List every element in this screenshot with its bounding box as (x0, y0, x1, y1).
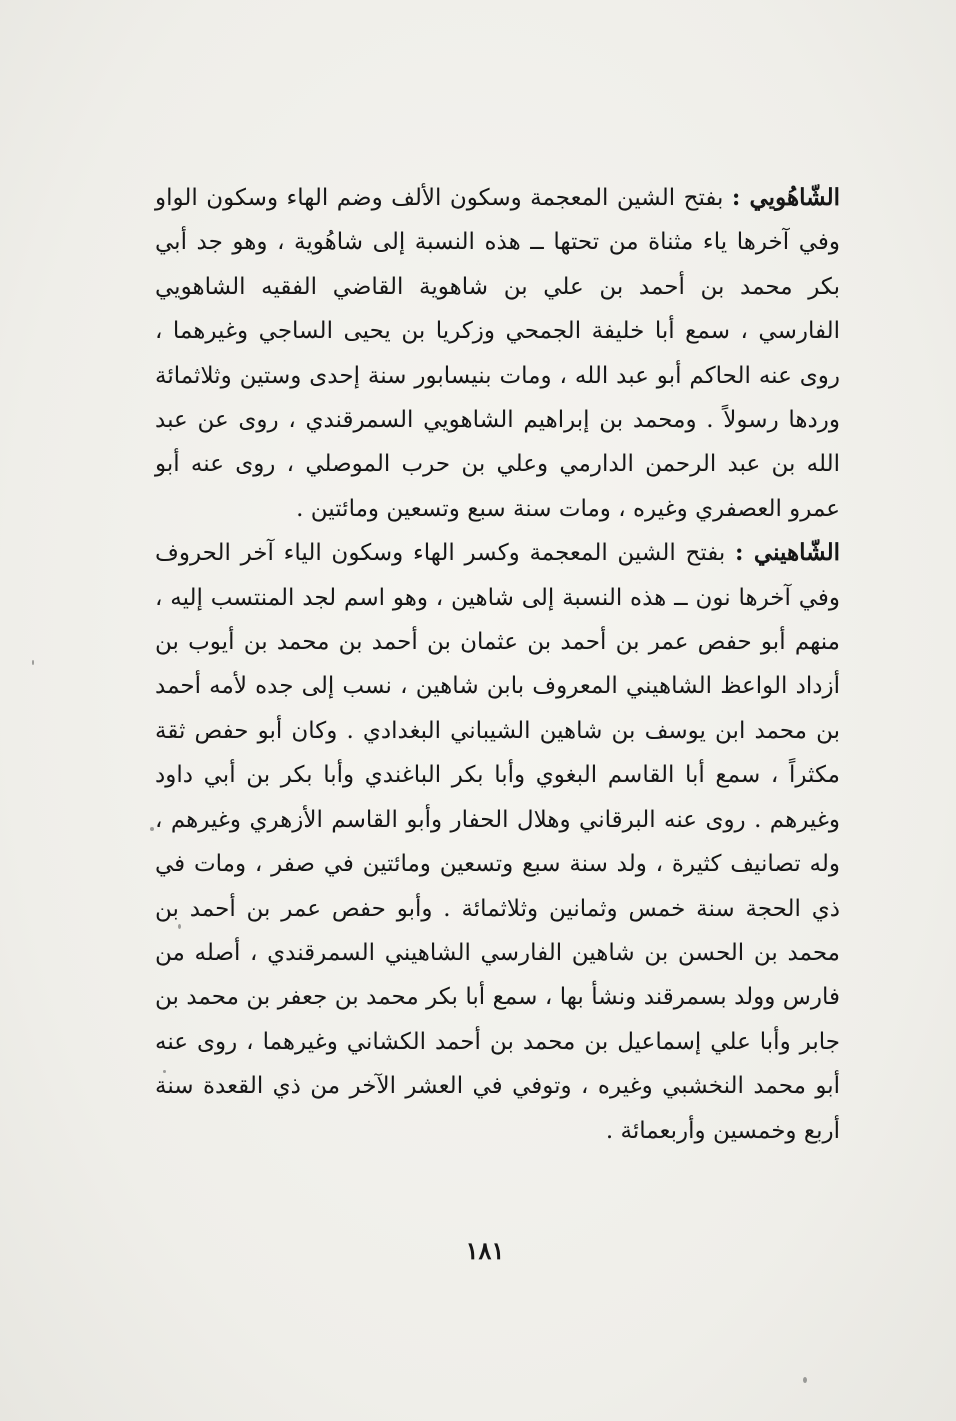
entry-body: بفتح الشين المعجمة وكسر الهاء وسكون الياء آخر الحروف وفي آخرها نون ــ هذه النسبة إلى شاهين ، وهو اسم لجد المنتسب إليه ، منهم أبو حفص عمر بن أحمد بن عثمان بن أحمد بن محمد بن أيوب بن أزداد الواعظ الشاهيني المعروف بابن شاهين ، نسب إلى جده لأمه أحمد بن محمد ابن يوسف بن شاهين الشيباني البغدادي . وكان أبو حفص ثقة مكثراً ، سمع أبا القاسم البغوي وأبا بكر الباغندي وأبا بكر بن أبي داود وغيرهم . روى عنه البرقاني وهلال الحفار وأبو القاسم الأزهري وغيرهم ، وله تصانيف كثيرة ، ولد سنة سبع وتسعين ومائتين في صفر ، ومات في ذي الحجة سنة خمس وثمانين وثلاثمائة . وأبو حفص عمر بن أحمد بن محمد بن الحسن بن شاهين الفارسي الشاهيني السمرقندي ، أصله من فارس وولد بسمرقند ونشأ بها ، سمع أبا بكر محمد بن جعفر بن محمد بن جابر وأبا علي إسماعيل بن محمد بن أحمد الكشاني وغيرهما ، روى عنه أبو محمد النخشبي وغيره ، وتوفي في العشر الآخر من ذي القعدة سنة أربع وخمسين وأربعمائة . (155, 540, 840, 1144)
scan-speck (803, 1377, 807, 1383)
scan-speck (150, 827, 154, 831)
entry-body: بفتح الشين المعجمة وسكون الألف وضم الهاء وسكون الواو وفي آخرها ياء مثناة من تحتها ــ هذه النسبة إلى شاهُوية ، وهو جد أبي بكر محمد بن أحمد بن علي بن شاهوية القاضي الفقيه الشاهويي الفارسي ، سمع أبا خليفة الجمحي وزكريا بن يحيى الساجي وغيرهما ، روى عنه الحاكم أبو عبد الله ، ومات بنيسابور سنة إحدى وستين وثلاثمائة وردها رسولاً . ومحمد بن إبراهيم الشاهويي السمرقندي ، روى عن عبد الله بن عبد الرحمن الدارمي وعلي بن حرب الموصلي ، روى عنه أبو عمرو العصفري وغيره ، ومات سنة سبع وتسعين ومائتين . (155, 185, 840, 522)
scan-speck (32, 660, 34, 665)
scan-speck (178, 924, 181, 929)
entry-headword: الشّاهُويي : (731, 184, 841, 211)
entry-shahuyi (155, 176, 840, 531)
entry-shahini (155, 531, 840, 1153)
scan-speck (163, 1070, 166, 1073)
entry-headword: الشّاهيني : (735, 539, 841, 567)
page-number: ١٨١ (465, 1236, 505, 1265)
main-text (155, 176, 840, 1153)
